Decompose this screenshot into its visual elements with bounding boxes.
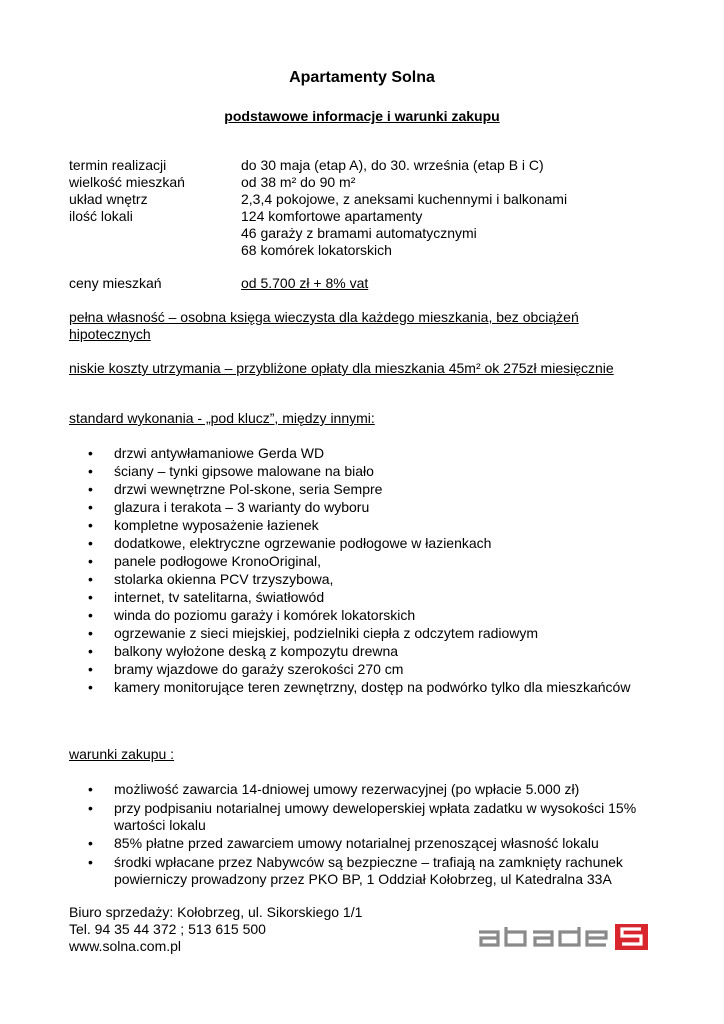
- info-table: [69, 157, 567, 259]
- info-label: [69, 242, 241, 259]
- list-item-text: kamery monitorujące teren zewnętrzny, dostęp na podwórko tylko dla mieszkańców: [114, 679, 631, 695]
- bullet-icon: •: [88, 835, 93, 851]
- list-item: [69, 589, 630, 607]
- website-link[interactable]: www.solna.com.pl: [69, 938, 182, 954]
- info-value: 124 komfortowe apartamenty: [241, 208, 423, 224]
- bullet-icon: •: [88, 553, 93, 569]
- bullet-icon: •: [88, 661, 93, 677]
- prices-value: od 5.700 zł + 8% vat: [241, 275, 369, 291]
- conditions-list: [69, 781, 694, 889]
- info-value: 68 komórek lokatorskich: [241, 242, 392, 258]
- prices-label: ceny mieszkań: [69, 275, 162, 291]
- list-item: [69, 781, 694, 799]
- list-item: [69, 445, 630, 463]
- list-item: [69, 463, 630, 481]
- bullet-icon: •: [88, 445, 93, 461]
- list-item-text: drzwi antywłamaniowe Gerda WD: [114, 445, 325, 461]
- info-row: [69, 174, 567, 191]
- info-row: [69, 208, 567, 225]
- info-value: 46 garaży z bramami automatycznymi: [241, 225, 477, 241]
- document-title: Apartamenty Solna: [289, 69, 435, 86]
- list-item: [69, 835, 694, 853]
- info-value: do 30 maja (etap A), do 30. września (etap B i C): [241, 157, 544, 173]
- footer-contact: [69, 904, 362, 955]
- info-label: układ wnętrz: [69, 191, 148, 207]
- info-value: 2,3,4 pokojowe, z aneksami kuchennymi i balkonami: [241, 191, 568, 207]
- standard-heading: standard wykonania - „pod klucz”, między innymi:: [69, 410, 375, 426]
- bullet-icon: •: [88, 571, 93, 587]
- list-item: [69, 643, 630, 661]
- info-label: ilość lokali: [69, 208, 133, 224]
- list-item-text: ściany – tynki gipsowe malowane na biało: [114, 463, 374, 479]
- list-item: [69, 607, 630, 625]
- bullet-icon: •: [88, 535, 93, 551]
- prices-row: [69, 275, 368, 292]
- list-item-text: winda do poziomu garaży i komórek lokatorskich: [114, 607, 416, 623]
- standard-list: [69, 445, 630, 697]
- bullet-icon: •: [88, 589, 93, 605]
- bullet-icon: •: [88, 625, 93, 641]
- bullet-icon: •: [88, 854, 93, 870]
- list-item-text: przy podpisaniu notarialnej umowy deweloperskiej wpłata zadatku w wysokości 15% wartości lokalu: [114, 800, 637, 833]
- bullet-icon: •: [88, 643, 93, 659]
- info-value: od 38 m² do 90 m²: [241, 174, 356, 190]
- info-row: [69, 225, 567, 242]
- list-item-text: glazura i terakota – 3 warianty do wyboru: [114, 499, 370, 515]
- list-item-text: bramy wjazdowe do garaży szerokości 270 cm: [114, 661, 404, 677]
- conditions-heading: warunki zakupu :: [69, 746, 175, 762]
- abades-logo: [476, 924, 648, 950]
- list-item: [69, 800, 674, 834]
- bullet-icon: •: [88, 607, 93, 623]
- sales-office: Biuro sprzedaży: Kołobrzeg, ul. Sikorskiego 1/1: [69, 904, 363, 920]
- phone-numbers: Tel. 94 35 44 372 ; 513 615 500: [69, 921, 266, 937]
- list-item: [69, 661, 630, 679]
- list-item-text: internet, tv satelitarna, światłowód: [114, 589, 325, 605]
- list-item-text: 85% płatne przed zawarciem umowy notarialnej przenoszącej własność lokalu: [114, 835, 599, 851]
- costs-note: niskie koszty utrzymania – przybliżone opłaty dla mieszkania 45m² ok 275zł miesięcznie: [69, 360, 614, 376]
- list-item: [69, 854, 692, 888]
- bullet-icon: •: [88, 463, 93, 479]
- list-item-text: stolarka okienna PCV trzyszybowa,: [114, 571, 334, 587]
- list-item-text: drzwi wewnętrzne Pol-skone, seria Sempre: [114, 481, 383, 497]
- list-item: [69, 535, 630, 553]
- info-label: [69, 225, 241, 242]
- list-item: [69, 499, 630, 517]
- bullet-icon: •: [88, 679, 93, 695]
- list-item-text: środki wpłacane przez Nabywców są bezpieczne – trafiają na zamknięty rachunek powierniczy prowadzony przez PKO BP, 1 Oddział Kołobrzeg, ul Katedralna 33A: [114, 854, 623, 887]
- list-item-text: możliwość zawarcia 14-dniowej umowy rezerwacyjnej (po wpłacie 5.000 zł): [114, 781, 580, 797]
- info-row: [69, 157, 567, 174]
- bullet-icon: •: [88, 481, 93, 497]
- list-item-text: dodatkowe, elektryczne ogrzewanie podłogowe w łazienkach: [114, 535, 492, 551]
- info-label: wielkość mieszkań: [69, 174, 185, 190]
- info-label: termin realizacji: [69, 157, 167, 173]
- list-item: [69, 571, 630, 589]
- list-item: [69, 481, 630, 499]
- info-row: [69, 242, 567, 259]
- list-item-text: kompletne wyposażenie łazienek: [114, 517, 319, 533]
- list-item-text: balkony wyłożone deską z kompozytu drewna: [114, 643, 399, 659]
- document-subtitle: podstawowe informacje i warunki zakupu: [224, 108, 500, 124]
- list-item-text: ogrzewanie z sieci miejskiej, podzielniki ciepła z odczytem radiowym: [114, 625, 539, 641]
- list-item: [69, 553, 630, 571]
- bullet-icon: •: [88, 499, 93, 515]
- bullet-icon: •: [88, 781, 93, 797]
- list-item-text: panele podłogowe KronoOriginal,: [114, 553, 322, 569]
- bullet-icon: •: [88, 517, 93, 533]
- ownership-note: pełna własność – osobna księga wieczysta dla każdego mieszkania, bez obciążeń hipotecznych: [69, 309, 579, 342]
- info-row: [69, 191, 567, 208]
- bullet-icon: •: [88, 800, 93, 816]
- list-item: [69, 625, 630, 643]
- list-item: [69, 679, 630, 697]
- list-item: [69, 517, 630, 535]
